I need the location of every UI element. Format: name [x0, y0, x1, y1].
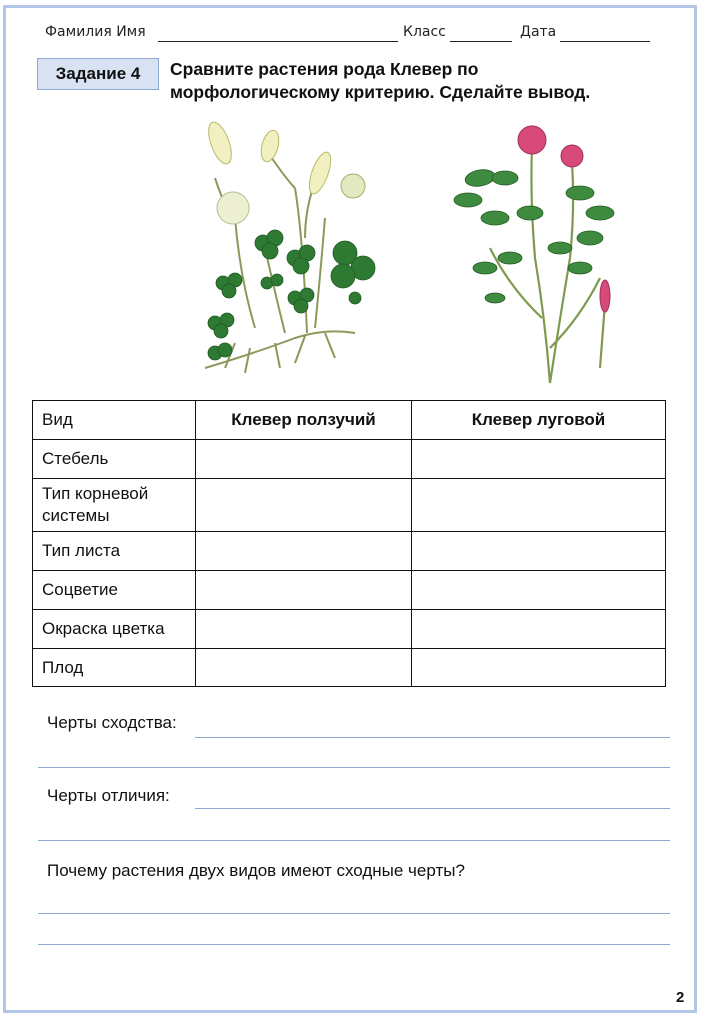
name-label: Фамилия Имя [45, 24, 146, 40]
row-label-stem: Стебель [33, 440, 196, 479]
table-row [33, 571, 666, 610]
similarities-answer-line-2[interactable] [38, 767, 670, 768]
differences-answer-line-1[interactable] [195, 808, 670, 809]
class-label: Класс [403, 24, 446, 40]
cell-red-fruit[interactable] [412, 649, 666, 687]
differences-label: Черты отличия: [47, 786, 170, 805]
why-answer-line-2[interactable] [38, 944, 670, 945]
page-number: 2 [676, 989, 685, 1006]
row-label-root-system: Тип корневой системы [33, 479, 196, 532]
header-white-clover: Клевер ползучий [196, 401, 412, 440]
cell-white-root[interactable] [196, 479, 412, 532]
similarities-label: Черты сходства: [47, 713, 177, 732]
name-field[interactable] [158, 41, 398, 42]
cell-white-fruit[interactable] [196, 649, 412, 687]
cell-red-leaf[interactable] [412, 532, 666, 571]
header-red-clover: Клевер луговой [412, 401, 666, 440]
similarities-answer-line-1[interactable] [195, 737, 670, 738]
white-clover-illustration [195, 118, 385, 383]
cell-white-inflorescence[interactable] [196, 571, 412, 610]
table-row [33, 649, 666, 687]
red-clover-illustration [450, 118, 625, 388]
why-answer-line-1[interactable] [38, 913, 670, 914]
task-instructions: Сравните растения рода Клевер по морфологическому критерию. Сделайте вывод. [170, 59, 591, 102]
table-header-row [33, 401, 666, 440]
date-label: Дата [520, 24, 557, 40]
why-question: Почему растения двух видов имеют сходные черты? [47, 861, 465, 880]
comparison-table [32, 400, 666, 687]
differences-answer-line-2[interactable] [38, 840, 670, 841]
cell-red-inflorescence[interactable] [412, 571, 666, 610]
student-info-header [45, 24, 655, 46]
table-row [33, 532, 666, 571]
row-label-flower-color: Окраска цветка [33, 610, 196, 649]
date-field[interactable] [560, 41, 650, 42]
class-field[interactable] [450, 41, 512, 42]
cell-white-stem[interactable] [196, 440, 412, 479]
table-row [33, 479, 666, 532]
cell-red-root[interactable] [412, 479, 666, 532]
row-label-fruit: Плод [33, 649, 196, 687]
table-row [33, 440, 666, 479]
task-badge: Задание 4 [37, 58, 159, 90]
row-label-leaf-type: Тип листа [33, 532, 196, 571]
table-row [33, 610, 666, 649]
cell-white-leaf[interactable] [196, 532, 412, 571]
cell-red-color[interactable] [412, 610, 666, 649]
cell-white-color[interactable] [196, 610, 412, 649]
row-label-inflorescence: Соцветие [33, 571, 196, 610]
cell-red-stem[interactable] [412, 440, 666, 479]
header-species: Вид [33, 401, 196, 440]
